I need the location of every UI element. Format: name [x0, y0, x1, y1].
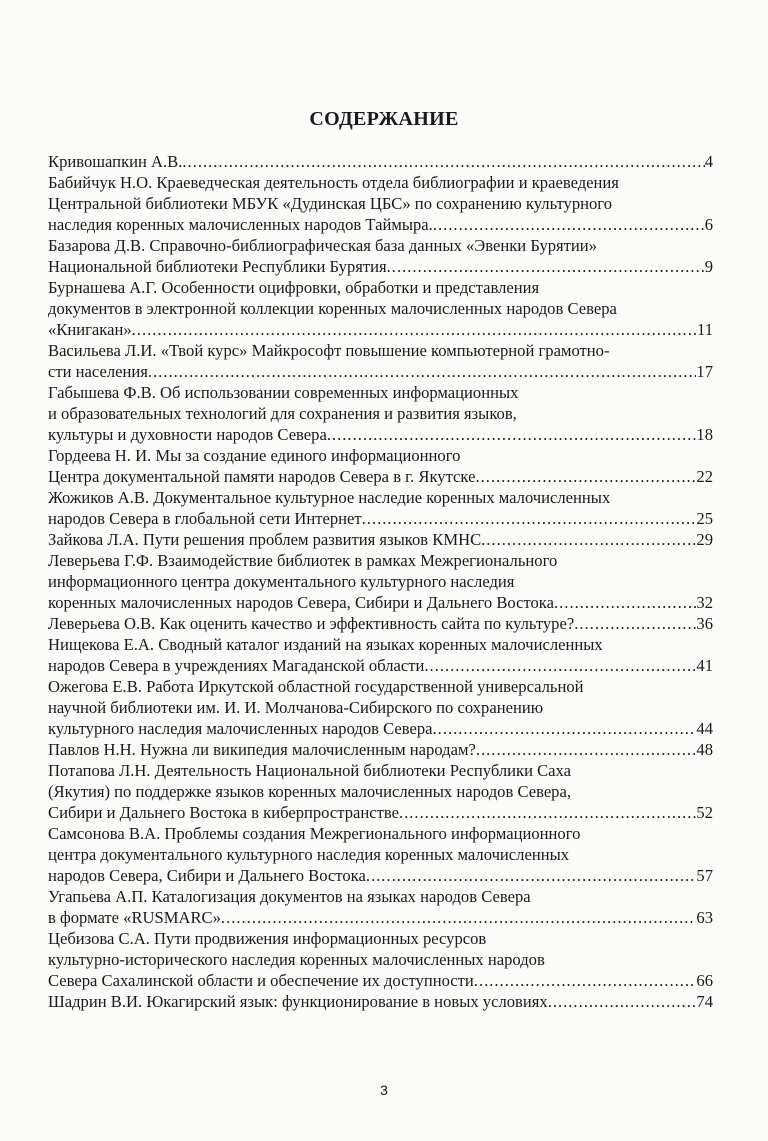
- dot-leader: [433, 214, 705, 235]
- toc-entry[interactable]: [48, 487, 713, 529]
- toc-page-number: 48: [696, 740, 713, 759]
- toc-entry-line: [48, 781, 713, 802]
- table-of-contents: [48, 151, 713, 1012]
- toc-entry-text: документов в электронной коллекции коренных малочисленных народов Севера: [48, 299, 617, 318]
- toc-entry-text: Павлов Н.Н. Нужна ли википедия малочисленным народам?: [48, 740, 476, 759]
- dot-leader: [387, 256, 705, 277]
- dot-leader: [474, 970, 697, 991]
- toc-entry-line: [48, 172, 713, 193]
- toc-entry-text: Нищекова Е.А. Сводный каталог изданий на языках коренных малочисленных: [48, 635, 603, 654]
- toc-entry-line: [48, 403, 713, 424]
- toc-entry-text: научной библиотеки им. И. И. Молчанова-Сибирского по сохранению: [48, 698, 544, 717]
- toc-entry-line: [48, 235, 713, 256]
- toc-entry-text: Леверьева Г.Ф. Взаимодействие библиотек в рамках Межрегионального: [48, 551, 558, 570]
- toc-entry[interactable]: [48, 760, 713, 823]
- toc-entry-line: [48, 529, 713, 550]
- toc-entry-line: [48, 886, 713, 907]
- toc-entry-line: [48, 928, 713, 949]
- toc-entry-text: Кривошапкин А.В.: [48, 152, 183, 171]
- toc-entry-text: центра документального культурного наследия коренных малочисленных: [48, 845, 570, 864]
- toc-entry-line: [48, 151, 713, 172]
- toc-entry-line: [48, 382, 713, 403]
- toc-entry-text: Жожиков А.В. Документальное культурное наследие коренных малочисленных: [48, 488, 611, 507]
- toc-entry-text: Гордеева Н. И. Мы за создание единого информационного: [48, 446, 461, 465]
- page-title: СОДЕРЖАНИЕ: [309, 108, 459, 130]
- toc-entry-line: [48, 991, 713, 1012]
- toc-entry-line: [48, 613, 713, 634]
- toc-page-number: 17: [696, 362, 713, 381]
- dot-leader: [327, 424, 697, 445]
- toc-entry[interactable]: [48, 886, 713, 928]
- toc-entry[interactable]: [48, 340, 713, 382]
- toc-entry-line: [48, 193, 713, 214]
- toc-entry[interactable]: [48, 823, 713, 886]
- dot-leader: [399, 802, 696, 823]
- dot-leader: [424, 655, 696, 676]
- toc-entry-line: [48, 823, 713, 844]
- toc-page-number: 29: [696, 530, 713, 549]
- toc-entry[interactable]: [48, 928, 713, 991]
- toc-entry-text: культурного наследия малочисленных народов Севера: [48, 719, 433, 738]
- toc-entry-text: и образовательных технологий для сохранения и развития языков,: [48, 404, 517, 423]
- toc-entry-text: Габышева Ф.В. Об использовании современных информационных: [48, 383, 519, 402]
- toc-entry[interactable]: [48, 739, 713, 760]
- toc-entry-text: Леверьева О.В. Как оценить качество и эффективность сайта по культуре?: [48, 614, 575, 633]
- toc-entry[interactable]: [48, 235, 713, 277]
- toc-entry[interactable]: [48, 151, 713, 172]
- toc-entry-line: [48, 760, 713, 781]
- toc-entry-text: информационного центра документального культурного наследия: [48, 572, 515, 591]
- toc-page-number: 66: [696, 971, 713, 990]
- toc-entry-line: [48, 214, 713, 235]
- toc-entry-line: [48, 739, 713, 760]
- toc-page-number: 6: [704, 215, 713, 234]
- toc-entry-text: Центра документальной памяти народов Севера в г. Якутске: [48, 467, 476, 486]
- toc-entry[interactable]: [48, 676, 713, 739]
- dot-leader: [574, 613, 696, 634]
- toc-entry-text: Севера Сахалинской области и обеспечение их доступности: [48, 971, 474, 990]
- toc-entry-text: Зайкова Л.А. Пути решения проблем развития языков КМНС: [48, 530, 482, 549]
- toc-page-number: 36: [696, 614, 713, 633]
- toc-entry[interactable]: [48, 550, 713, 613]
- toc-entry[interactable]: [48, 277, 713, 340]
- toc-page-number: 22: [696, 467, 713, 486]
- toc-entry-line: [48, 361, 713, 382]
- toc-entry-line: [48, 508, 713, 529]
- dot-leader: [554, 592, 696, 613]
- dot-leader: [132, 319, 697, 340]
- toc-entry-line: [48, 907, 713, 928]
- toc-entry[interactable]: [48, 613, 713, 634]
- toc-entry-text: коренных малочисленных народов Севера, Сибири и Дальнего Востока: [48, 593, 554, 612]
- toc-entry-text: Центральной библиотеки МБУК «Дудинская ЦБС» по сохранению культурного: [48, 194, 612, 213]
- toc-entry-text: Бабийчук Н.О. Краеведческая деятельность отдела библиографии и краеведения: [48, 173, 619, 192]
- toc-entry[interactable]: [48, 529, 713, 550]
- toc-entry-line: [48, 466, 713, 487]
- dot-leader: [148, 361, 697, 382]
- toc-entry-text: сти населения: [48, 362, 148, 381]
- toc-entry[interactable]: [48, 445, 713, 487]
- toc-entry-text: народов Севера, Сибири и Дальнего Востока: [48, 866, 366, 885]
- toc-entry-line: [48, 340, 713, 361]
- toc-entry-line: [48, 802, 713, 823]
- toc-entry-line: [48, 298, 713, 319]
- toc-page-number: 4: [704, 152, 713, 171]
- toc-entry-text: «Книгакан»: [48, 320, 132, 339]
- toc-entry-line: [48, 550, 713, 571]
- toc-page-number: 41: [696, 656, 713, 675]
- toc-entry-line: [48, 634, 713, 655]
- toc-entry-line: [48, 718, 713, 739]
- toc-page-number: 52: [696, 803, 713, 822]
- toc-entry-text: Бурнашева А.Г. Особенности оцифровки, обработки и представления: [48, 278, 540, 297]
- toc-entry-text: Базарова Д.В. Справочно-библиографическая база данных «Эвенки Бурятии»: [48, 236, 597, 255]
- dot-leader: [476, 739, 697, 760]
- toc-entry-text: Национальной библиотеки Республики Бурятия: [48, 257, 387, 276]
- toc-entry-text: культуры и духовности народов Севера: [48, 425, 327, 444]
- toc-entry-text: наследия коренных малочисленных народов Таймыра.: [48, 215, 433, 234]
- toc-entry-text: Потапова Л.Н. Деятельность Национальной библиотеки Республики Саха: [48, 761, 571, 780]
- toc-entry-line: [48, 256, 713, 277]
- dot-leader: [433, 718, 697, 739]
- toc-page-number: 9: [704, 257, 713, 276]
- dot-leader: [475, 466, 696, 487]
- toc-entry-line: [48, 592, 713, 613]
- dot-leader: [366, 865, 697, 886]
- toc-entry-text: Цебизова С.А. Пути продвижения информационных ресурсов: [48, 929, 487, 948]
- toc-entry-text: народов Севера в учреждениях Магаданской области: [48, 656, 425, 675]
- toc-entry-line: [48, 970, 713, 991]
- dot-leader: [548, 991, 697, 1012]
- toc-entry-text: Васильева Л.И. «Твой курс» Майкрософт повышение компьютерной грамотно-: [48, 341, 610, 360]
- dot-leader: [221, 907, 696, 928]
- toc-entry-text: Угапьева А.П. Каталогизация документов на языках народов Севера: [48, 887, 531, 906]
- toc-page-number: 25: [696, 509, 713, 528]
- toc-entry-text: (Якутия) по поддержке языков коренных малочисленных народов Севера,: [48, 782, 571, 801]
- toc-entry-line: [48, 424, 713, 445]
- toc-entry-line: [48, 571, 713, 592]
- toc-page-number: 11: [697, 320, 713, 339]
- page-number: 3: [380, 1082, 388, 1098]
- toc-entry-line: [48, 445, 713, 466]
- toc-entry-text: Самсонова В.А. Проблемы создания Межрегионального информационного: [48, 824, 581, 843]
- toc-entry[interactable]: [48, 172, 713, 235]
- toc-entry-line: [48, 487, 713, 508]
- toc-page-number: 74: [696, 992, 713, 1011]
- toc-entry-line: [48, 844, 713, 865]
- toc-entry-text: народов Севера в глобальной сети Интернет: [48, 509, 362, 528]
- toc-entry-text: культурно-исторического наследия коренных малочисленных народов: [48, 950, 545, 969]
- toc-page-number: 63: [696, 908, 713, 927]
- toc-entry-text: Ожегова Е.В. Работа Иркутской областной государственной универсальной: [48, 677, 584, 696]
- toc-entry[interactable]: [48, 991, 713, 1012]
- toc-entry-line: [48, 865, 713, 886]
- toc-entry-text: в формате «RUSMARC»: [48, 908, 221, 927]
- toc-page-number: 57: [696, 866, 713, 885]
- toc-page-number: 44: [696, 719, 713, 738]
- dot-leader: [182, 151, 704, 172]
- toc-entry[interactable]: [48, 634, 713, 676]
- toc-entry[interactable]: [48, 382, 713, 445]
- dot-leader: [362, 508, 697, 529]
- toc-entry-text: Сибири и Дальнего Востока в киберпространстве: [48, 803, 399, 822]
- dot-leader: [481, 529, 696, 550]
- toc-entry-line: [48, 319, 713, 340]
- toc-page-number: 32: [696, 593, 713, 612]
- toc-entry-line: [48, 277, 713, 298]
- toc-entry-line: [48, 655, 713, 676]
- toc-entry-line: [48, 949, 713, 970]
- toc-entry-text: Шадрин В.И. Юкагирский язык: функционирование в новых условиях: [48, 992, 548, 1011]
- toc-entry-line: [48, 676, 713, 697]
- toc-entry-line: [48, 697, 713, 718]
- toc-page-number: 18: [696, 425, 713, 444]
